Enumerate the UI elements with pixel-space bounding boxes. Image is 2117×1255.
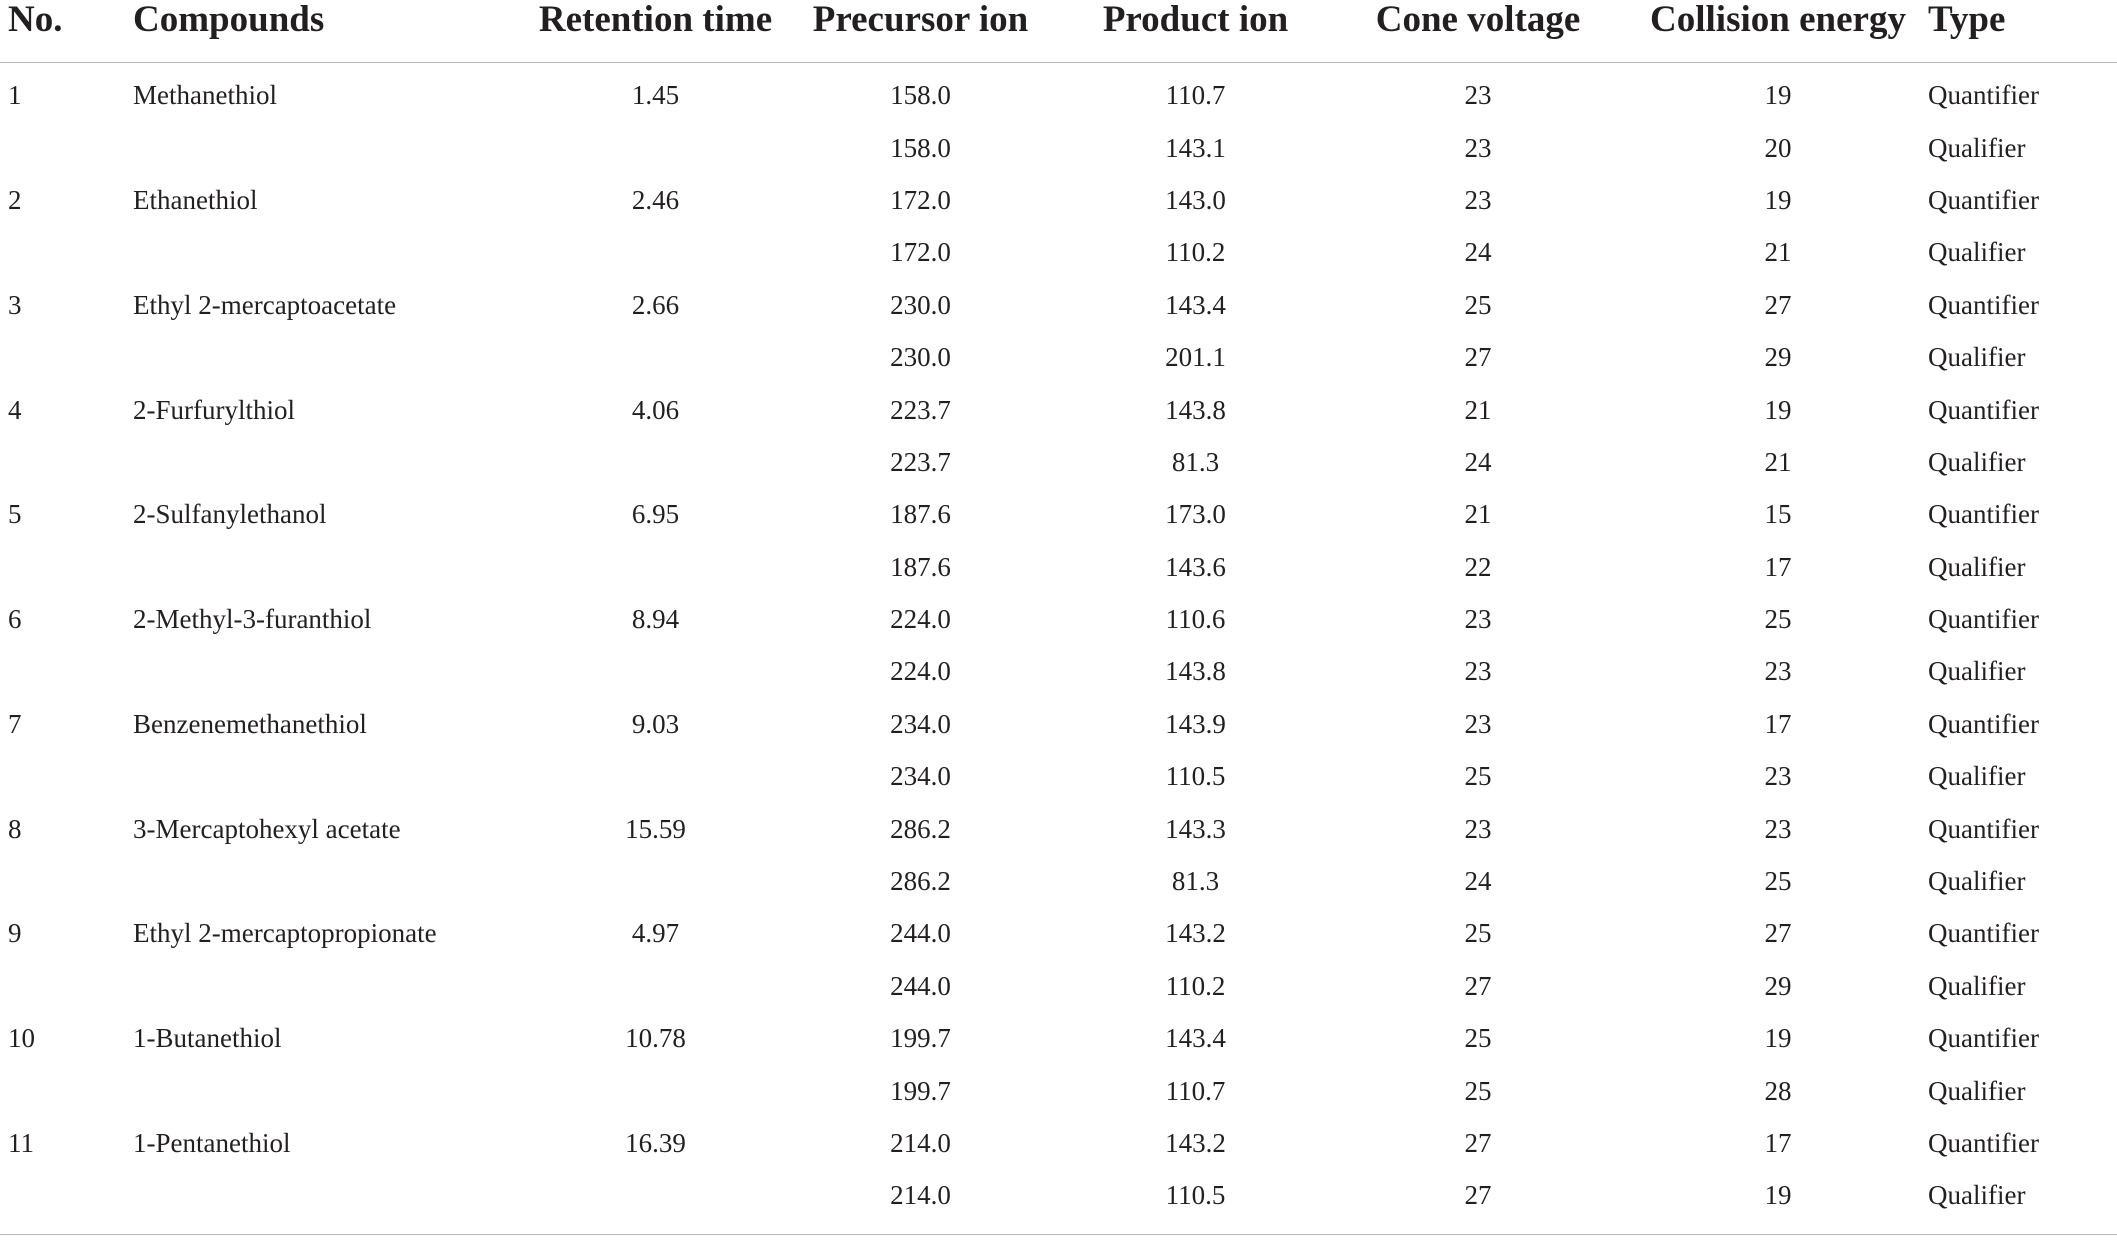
cell-type: Quantifier [1928, 708, 2039, 739]
cell-cone-voltage: 24 [1464, 866, 1492, 897]
cell-product-ion: 143.8 [1165, 656, 1226, 687]
table-row [0, 698, 2117, 750]
cell-no: 8 [8, 813, 22, 844]
cell-type: Quantifier [1928, 289, 2039, 320]
cell-type: Qualifier [1928, 551, 2026, 582]
cell-compound: 2-Furfurylthiol [133, 394, 295, 425]
cell-retention-time: 10.78 [625, 1023, 686, 1054]
table-row [0, 645, 2117, 697]
table-row [0, 1169, 2117, 1234]
cell-precursor-ion: 214.0 [890, 1128, 951, 1158]
cell-compound: Benzenemethanethiol [133, 708, 367, 739]
table-row [0, 960, 2117, 1012]
cell-compound [133, 855, 533, 907]
cell-cone-voltage: 23 [1464, 708, 1492, 739]
table-row [0, 855, 2117, 907]
cell-collision-energy: 27 [1764, 918, 1792, 949]
cell-no [0, 121, 133, 173]
header-no: No. [0, 0, 133, 63]
cell-precursor-ion: 158.0 [890, 80, 951, 111]
cell-no: 4 [8, 394, 22, 425]
cell-precursor-ion: 199.7 [890, 1023, 951, 1054]
table-row [0, 1064, 2117, 1116]
cell-product-ion: 143.4 [1165, 1023, 1226, 1054]
cell-cone-voltage: 21 [1464, 394, 1492, 425]
cell-retention-time [533, 855, 778, 907]
cell-type: Qualifier [1928, 761, 2026, 792]
cell-retention-time: 6.95 [631, 499, 680, 530]
cell-product-ion: 143.2 [1165, 1128, 1226, 1158]
cell-retention-time: 16.39 [625, 1128, 686, 1158]
cell-product-ion: 110.7 [1165, 80, 1226, 111]
cell-precursor-ion: 187.6 [890, 499, 951, 530]
cell-retention-time: 2.46 [631, 184, 680, 215]
cell-product-ion: 143.6 [1165, 551, 1226, 582]
cell-cone-voltage: 27 [1464, 970, 1492, 1001]
cell-product-ion: 201.1 [1165, 342, 1226, 373]
cell-compound: Ethyl 2-mercaptopropionate [133, 918, 437, 949]
cell-retention-time: 1.45 [631, 80, 680, 111]
cell-type: Quantifier [1928, 499, 2039, 530]
cell-retention-time: 2.66 [631, 289, 680, 320]
cell-cone-voltage: 21 [1464, 499, 1492, 530]
table-row [0, 907, 2117, 959]
cell-compound [133, 226, 533, 278]
cell-compound [133, 436, 533, 488]
cell-product-ion: 81.3 [1171, 866, 1220, 897]
cell-cone-voltage: 23 [1464, 184, 1492, 215]
cell-no [0, 645, 133, 697]
cell-precursor-ion: 223.7 [890, 394, 951, 425]
cell-no [0, 855, 133, 907]
cell-precursor-ion: 187.6 [890, 551, 951, 582]
cell-retention-time: 4.06 [631, 394, 680, 425]
cell-retention-time [533, 541, 778, 593]
cell-type: Qualifier [1928, 446, 2026, 477]
cell-no: 5 [8, 499, 22, 530]
cell-cone-voltage: 25 [1464, 761, 1492, 792]
cell-product-ion: 110.7 [1165, 1075, 1226, 1106]
cell-precursor-ion: 223.7 [890, 446, 951, 477]
cell-type: Quantifier [1928, 1023, 2039, 1054]
cell-collision-energy: 29 [1764, 970, 1792, 1001]
cell-no: 10 [8, 1023, 35, 1054]
cell-collision-energy: 19 [1628, 1169, 1928, 1234]
cell-collision-energy: 23 [1764, 761, 1792, 792]
cell-retention-time [533, 1169, 778, 1234]
cell-type: Quantifier [1928, 918, 2039, 949]
cell-product-ion: 173.0 [1165, 499, 1226, 530]
table-row [0, 1117, 2117, 1169]
cell-precursor-ion: 224.0 [890, 656, 951, 687]
cell-no [0, 331, 133, 383]
cell-no: 6 [8, 604, 22, 635]
cell-retention-time: 15.59 [625, 813, 686, 844]
cell-retention-time [533, 1064, 778, 1116]
cell-precursor-ion: 244.0 [890, 970, 951, 1001]
cell-type: Qualifier [1928, 866, 2026, 897]
cell-product-ion: 110.6 [1165, 604, 1226, 635]
cell-type: Quantifier [1928, 394, 2039, 425]
header-compounds: Compounds [133, 0, 533, 63]
cell-no [0, 541, 133, 593]
cell-retention-time [533, 121, 778, 173]
cell-cone-voltage: 23 [1464, 813, 1492, 844]
cell-compound: 1-Butanethiol [133, 1023, 282, 1054]
cell-compound [133, 121, 533, 173]
cell-retention-time [533, 645, 778, 697]
cell-retention-time: 9.03 [631, 708, 680, 739]
cell-retention-time: 4.97 [631, 918, 680, 949]
cell-precursor-ion: 234.0 [890, 761, 951, 792]
cell-product-ion: 81.3 [1171, 446, 1220, 477]
cell-compound: Ethanethiol [133, 184, 258, 215]
cell-collision-energy: 19 [1764, 80, 1792, 111]
cell-compound [133, 750, 533, 802]
cell-retention-time [533, 750, 778, 802]
cell-collision-energy: 25 [1764, 604, 1792, 635]
cell-precursor-ion: 214.0 [778, 1169, 1063, 1234]
cell-product-ion: 143.3 [1165, 813, 1226, 844]
header-cone-voltage: Cone voltage [1328, 0, 1628, 63]
cell-retention-time [533, 331, 778, 383]
cell-collision-energy: 27 [1764, 289, 1792, 320]
cell-compound [133, 541, 533, 593]
cell-precursor-ion: 286.2 [890, 813, 951, 844]
cell-compound: 2-Methyl-3-furanthiol [133, 604, 372, 635]
cell-cone-voltage: 23 [1464, 604, 1492, 635]
cell-collision-energy: 28 [1764, 1075, 1792, 1106]
header-row [0, 0, 2117, 63]
cell-compound [133, 960, 533, 1012]
table-row [0, 593, 2117, 645]
cell-precursor-ion: 230.0 [890, 289, 951, 320]
cell-collision-energy: 19 [1764, 1023, 1792, 1054]
cell-precursor-ion: 230.0 [890, 342, 951, 373]
cell-precursor-ion: 234.0 [890, 708, 951, 739]
cell-product-ion: 110.2 [1165, 970, 1226, 1001]
cell-collision-energy: 15 [1764, 499, 1792, 530]
cell-product-ion: 110.2 [1165, 237, 1226, 268]
cell-compound: Methanethiol [133, 80, 277, 111]
cell-type: Qualifier [1928, 237, 2026, 268]
cell-compound [133, 1064, 533, 1116]
cell-no: 3 [8, 289, 22, 320]
table-row [0, 802, 2117, 854]
cell-type: Qualifier [1928, 656, 2026, 687]
cell-collision-energy: 29 [1764, 342, 1792, 373]
cell-precursor-ion: 224.0 [890, 604, 951, 635]
cell-type: Quantifier [1928, 80, 2039, 111]
cell-collision-energy: 23 [1764, 656, 1792, 687]
cell-no [0, 436, 133, 488]
cell-type: Qualifier [1928, 1169, 2117, 1234]
cell-cone-voltage: 23 [1464, 656, 1492, 687]
table-header [0, 0, 2117, 63]
cell-cone-voltage: 27 [1328, 1169, 1628, 1234]
cell-no [0, 1064, 133, 1116]
cell-no: 7 [8, 708, 22, 739]
cell-product-ion: 143.8 [1165, 394, 1226, 425]
cell-no [0, 1169, 133, 1234]
cell-type: Qualifier [1928, 342, 2026, 373]
cell-collision-energy: 17 [1764, 1128, 1792, 1158]
table-row [0, 279, 2117, 331]
cell-no [0, 226, 133, 278]
cell-collision-energy: 23 [1764, 813, 1792, 844]
cell-cone-voltage: 24 [1464, 237, 1492, 268]
cell-precursor-ion: 286.2 [890, 866, 951, 897]
cell-product-ion: 143.0 [1165, 184, 1226, 215]
cell-cone-voltage: 22 [1464, 551, 1492, 582]
cell-precursor-ion: 172.0 [890, 184, 951, 215]
cell-no: 9 [8, 918, 22, 949]
table-row [0, 436, 2117, 488]
cell-compound: 2-Sulfanylethanol [133, 499, 327, 530]
cell-precursor-ion: 172.0 [890, 237, 951, 268]
table-row [0, 488, 2117, 540]
cell-retention-time [533, 436, 778, 488]
cell-type: Qualifier [1928, 1075, 2026, 1106]
header-precursor-ion: Precursor ion [778, 0, 1063, 63]
cell-cone-voltage: 27 [1464, 1128, 1492, 1158]
table-row [0, 63, 2117, 122]
cell-collision-energy: 19 [1764, 394, 1792, 425]
cell-type: Qualifier [1928, 132, 2026, 163]
cell-retention-time [533, 960, 778, 1012]
cell-no [0, 960, 133, 1012]
table-row [0, 121, 2117, 173]
cell-type: Quantifier [1928, 813, 2039, 844]
cell-type: Qualifier [1928, 970, 2026, 1001]
header-retention-time: Retention time [533, 0, 778, 63]
header-type: Type [1928, 0, 2117, 63]
cell-type: Quantifier [1928, 1128, 2039, 1158]
cell-collision-energy: 21 [1764, 446, 1792, 477]
cell-product-ion: 110.5 [1063, 1169, 1328, 1234]
table-body [0, 63, 2117, 1235]
table-row [0, 226, 2117, 278]
cell-compound: Ethyl 2-mercaptoacetate [133, 289, 397, 320]
header-product-ion: Product ion [1063, 0, 1328, 63]
cell-cone-voltage: 27 [1464, 342, 1492, 373]
cell-no [0, 750, 133, 802]
cell-compound [133, 645, 533, 697]
cell-cone-voltage: 23 [1464, 80, 1492, 111]
cell-retention-time [533, 226, 778, 278]
cell-cone-voltage: 25 [1464, 918, 1492, 949]
table-row [0, 1012, 2117, 1064]
cell-cone-voltage: 25 [1464, 1023, 1492, 1054]
cell-retention-time: 8.94 [631, 604, 680, 635]
cell-collision-energy: 25 [1764, 866, 1792, 897]
cell-collision-energy: 19 [1764, 184, 1792, 215]
cell-product-ion: 143.9 [1165, 708, 1226, 739]
cell-compound: 1-Pentanethiol [133, 1128, 291, 1158]
cell-cone-voltage: 24 [1464, 446, 1492, 477]
cell-product-ion: 143.2 [1165, 918, 1226, 949]
cell-product-ion: 143.4 [1165, 289, 1226, 320]
cell-no: 1 [8, 80, 22, 111]
cell-compound: 3-Mercaptohexyl acetate [133, 813, 401, 844]
cell-precursor-ion: 244.0 [890, 918, 951, 949]
cell-cone-voltage: 23 [1464, 132, 1492, 163]
cell-precursor-ion: 199.7 [890, 1075, 951, 1106]
cell-compound [133, 331, 533, 383]
cell-product-ion: 143.1 [1165, 132, 1226, 163]
header-collision-energy: Collision energy [1628, 0, 1928, 63]
cell-collision-energy: 17 [1764, 708, 1792, 739]
cell-cone-voltage: 25 [1464, 289, 1492, 320]
table-row [0, 541, 2117, 593]
cell-collision-energy: 20 [1764, 132, 1792, 163]
table-row [0, 331, 2117, 383]
cell-type: Quantifier [1928, 604, 2039, 635]
cell-no: 11 [8, 1128, 34, 1158]
cell-compound [133, 1169, 533, 1234]
table-row [0, 750, 2117, 802]
cell-no: 2 [8, 184, 22, 215]
cell-collision-energy: 17 [1764, 551, 1792, 582]
cell-precursor-ion: 158.0 [890, 132, 951, 163]
cell-collision-energy: 21 [1764, 237, 1792, 268]
cell-type: Quantifier [1928, 184, 2039, 215]
table-row [0, 383, 2117, 435]
cell-cone-voltage: 25 [1464, 1075, 1492, 1106]
cell-product-ion: 110.5 [1165, 761, 1226, 792]
table-row [0, 174, 2117, 226]
